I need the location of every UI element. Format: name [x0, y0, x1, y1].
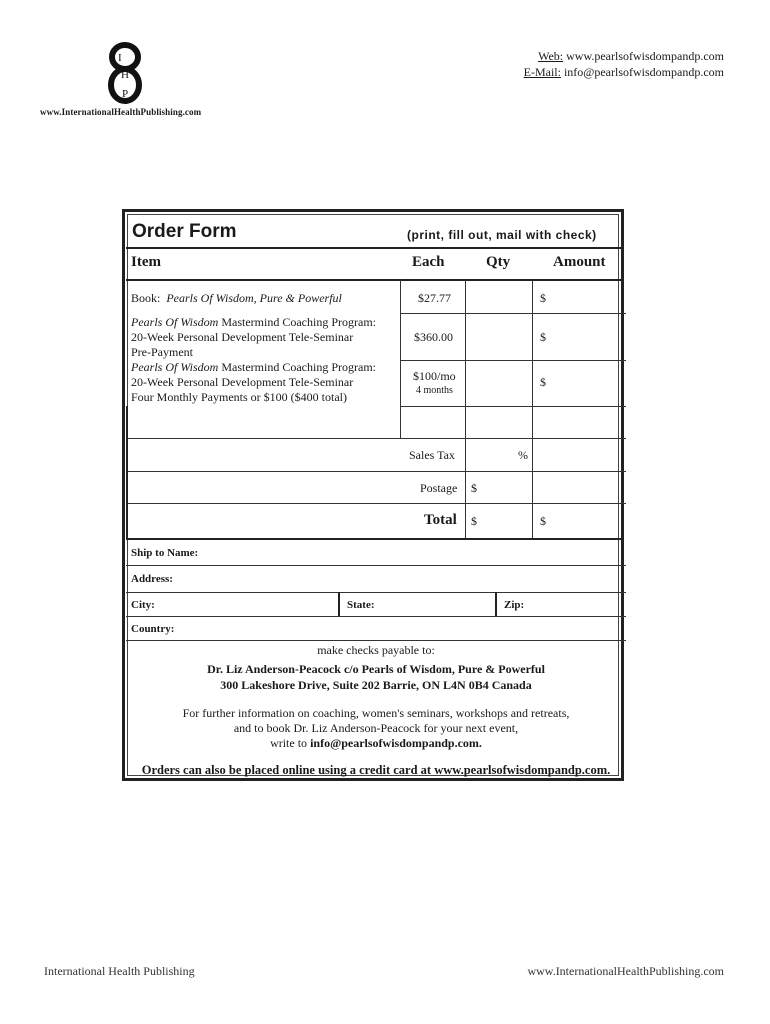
item-2-line2: 20-Week Personal Development Tele-Seminar: [131, 330, 354, 344]
address-label: Address:: [131, 573, 173, 585]
web-value[interactable]: www.pearlsofwisdompandp.com: [566, 49, 724, 63]
rule-city: [126, 616, 626, 617]
item-1-prefix: Book:: [131, 291, 161, 305]
state-label: State:: [347, 599, 375, 611]
email-value[interactable]: info@pearlsofwisdompandp.com: [563, 65, 724, 79]
rule-row2: [400, 360, 626, 361]
col-line-amount: [532, 279, 533, 538]
rule-salestax: [126, 471, 626, 472]
item-3-line3: Four Monthly Payments or $100 ($400 total): [131, 390, 347, 404]
item-3-line2: 20-Week Personal Development Tele-Seminar: [131, 375, 354, 389]
info-line-3: [126, 736, 626, 751]
info-line-1: For further information on coaching, women's seminars, workshops and retreats,: [182, 706, 570, 720]
payee: Dr. Liz Anderson-Peacock c/o Pearls of Wisdom, Pure & Powerful: [207, 662, 545, 676]
item-3-title: Pearls Of Wisdom: [131, 360, 219, 374]
column-item: Item: [131, 254, 161, 270]
item-3-price: $100/mo: [413, 369, 456, 383]
sales-tax-field[interactable]: [467, 440, 530, 469]
item-3-line1: Mastermind Coaching Program:: [218, 360, 376, 374]
svg-text:H: H: [121, 69, 129, 81]
email-label: E-Mail:: [523, 65, 561, 79]
country-label: Country:: [131, 623, 175, 635]
form-title: Order Form: [132, 221, 237, 242]
item-2-line3: Pre-Payment: [131, 345, 193, 359]
item-row-2: [131, 315, 376, 360]
web-line[interactable]: [524, 48, 724, 64]
col-line-qty: [465, 279, 466, 538]
footer-publisher: International Health Publishing: [44, 964, 195, 978]
rule-row3: [400, 406, 626, 407]
col-line-each: [400, 279, 401, 438]
rule-name: [126, 565, 626, 566]
item-1-title: Pearls Of Wisdom, Pure & Powerful: [166, 291, 342, 305]
rule-blank: [126, 438, 626, 439]
item-1-qty-field[interactable]: [467, 282, 530, 311]
column-qty: Qty: [486, 254, 511, 270]
footer-url[interactable]: www.InternationalHealthPublishing.com: [527, 964, 724, 978]
country-field[interactable]: [182, 619, 620, 639]
postage-label: Postage: [420, 481, 458, 495]
rule-row1: [400, 313, 626, 314]
total-qty-currency: $: [471, 514, 477, 528]
item-2-qty-field[interactable]: [467, 315, 530, 358]
state-divider: [495, 592, 497, 616]
item-3-price-note: 4 months: [416, 385, 453, 396]
ship-to-name-label: Ship to Name:: [131, 547, 199, 559]
svg-text:I: I: [118, 52, 122, 64]
sales-tax-unit: %: [518, 448, 528, 462]
rule-address: [126, 592, 626, 593]
web-label: Web:: [538, 49, 564, 63]
payable-to: make checks payable to:: [317, 643, 435, 657]
total-label: Total: [424, 512, 457, 528]
item-1-amount[interactable]: $: [540, 291, 546, 305]
column-each: Each: [412, 254, 445, 270]
sales-tax-label: Sales Tax: [409, 448, 455, 462]
item-3-amount[interactable]: $: [540, 375, 546, 389]
item-1-price: $27.77: [418, 291, 451, 305]
item-row-3: [131, 360, 376, 405]
item-2-amount[interactable]: $: [540, 330, 546, 344]
info-email[interactable]: info@pearlsofwisdompandp.com.: [310, 736, 482, 750]
address-field[interactable]: [180, 568, 620, 590]
rule-country: [126, 640, 626, 641]
info-line-2: and to book Dr. Liz Anderson-Peacock for your next event,: [233, 721, 519, 735]
column-amount: Amount: [553, 254, 606, 270]
svg-text:P: P: [122, 88, 129, 100]
state-field[interactable]: [380, 595, 492, 615]
left-box-line: [126, 406, 128, 538]
online-note: Orders can also be placed online using a credit card at www.pearlsofwisdompandp.com.: [141, 763, 611, 777]
rule-total: [126, 538, 623, 540]
item-2-price: $360.00: [414, 330, 453, 344]
ship-to-name-field[interactable]: [205, 543, 620, 563]
rule-title: [126, 247, 623, 249]
rule-postage: [126, 503, 626, 504]
email-line[interactable]: [524, 64, 724, 80]
item-2-line1: Mastermind Coaching Program:: [218, 315, 376, 329]
zip-field[interactable]: [530, 595, 620, 615]
item-2-title: Pearls Of Wisdom: [131, 315, 219, 329]
city-label: City:: [131, 599, 155, 611]
info-line-3-prefix: write to: [270, 736, 311, 750]
contact-block: [524, 48, 724, 80]
ihp-logo: [100, 42, 150, 104]
postage-currency[interactable]: $: [471, 481, 477, 495]
form-subtitle: (print, fill out, mail with check): [407, 228, 597, 242]
zip-label: Zip:: [504, 599, 525, 611]
item-3-qty-field[interactable]: [467, 362, 530, 404]
logo-url[interactable]: www.InternationalHealthPublishing.com: [40, 107, 202, 117]
payee-address: 300 Lakeshore Drive, Suite 202 Barrie, ON L4N 0B4 Canada: [220, 678, 532, 692]
total-amount-currency[interactable]: $: [540, 514, 546, 528]
city-field[interactable]: [160, 595, 335, 615]
item-row-1: [131, 291, 342, 306]
city-divider: [338, 592, 340, 616]
rule-header: [126, 279, 623, 281]
